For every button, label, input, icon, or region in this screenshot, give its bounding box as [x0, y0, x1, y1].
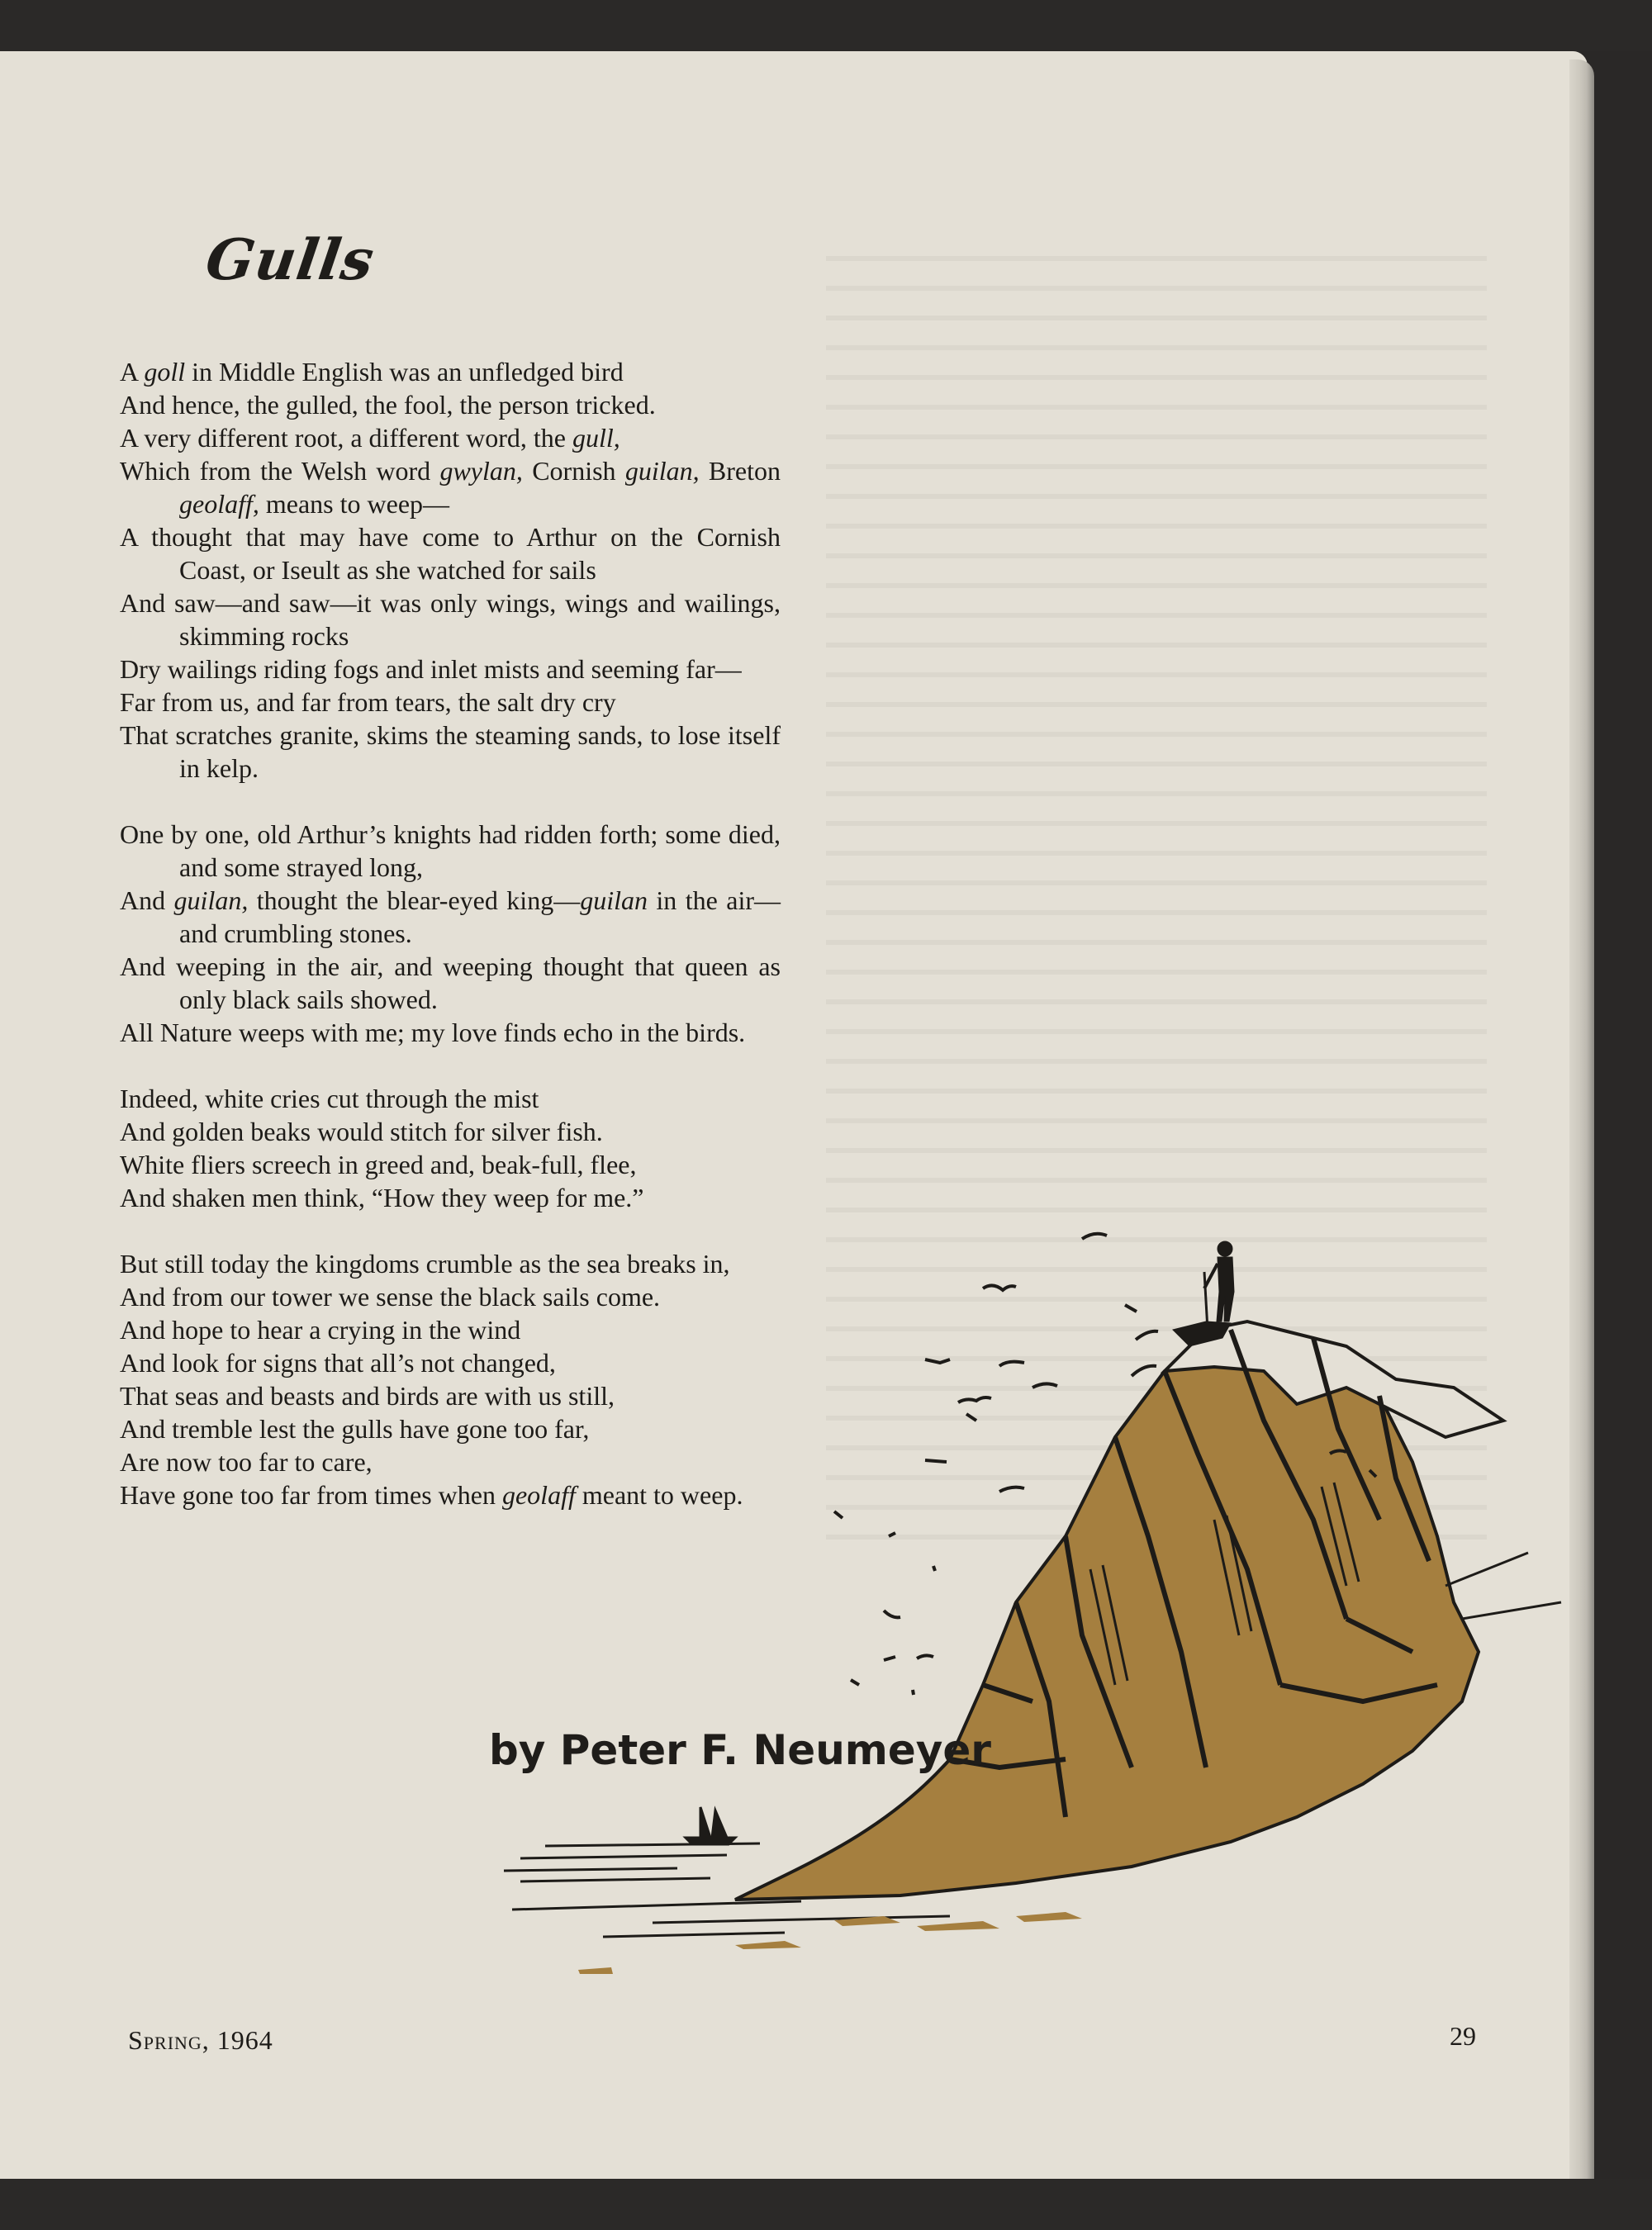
line-text: Which from the Welsh word: [120, 456, 440, 486]
cliff-gulls-illustration: [487, 1189, 1569, 2015]
line-text: A thought that may have come to Arthur on the Cornish Coast, or Iseult as she watched for sails: [120, 522, 781, 585]
line-text: in the air—and crumbling stones.: [179, 885, 781, 948]
line-text: And hence, the gulled, the fool, the person tricked.: [120, 390, 656, 420]
author-byline: by Peter F. Neumeyer: [489, 1726, 991, 1774]
italic-word: guilan,: [624, 456, 700, 486]
line-text: And tremble lest the gulls have gone too far,: [120, 1414, 590, 1444]
line-text: And hope to hear a crying in the wind: [120, 1315, 521, 1345]
line-text: Indeed, white cries cut through the mist: [120, 1084, 539, 1113]
italic-word: gwylan,: [439, 456, 523, 486]
line-text: Far from us, and far from tears, the salt dry cry: [120, 687, 616, 717]
poem-line: [120, 421, 781, 454]
line-text: And from our tower we sense the black sails come.: [120, 1282, 661, 1312]
line-text: And look for signs that all’s not changed,: [120, 1348, 556, 1378]
page-edge: [1569, 59, 1594, 2179]
poem-line: [120, 652, 781, 686]
poem-line: [120, 884, 781, 950]
line-text: A very different root, a different word, the: [120, 423, 572, 453]
poem-line: [120, 520, 781, 586]
stanza: [120, 818, 781, 1049]
standing-figure: [1173, 1241, 1234, 1346]
line-text: White fliers screech in greed and, beak-full, flee,: [120, 1150, 637, 1179]
line-text: And golden beaks would stitch for silver fish.: [120, 1117, 603, 1146]
line-text: Cornish: [522, 456, 625, 486]
poem-title: Gulls: [202, 227, 379, 293]
cliff-base: [735, 1330, 1479, 1900]
line-text: Are now too far to care,: [120, 1447, 373, 1477]
italic-word: guilan: [580, 885, 648, 915]
poem-line: [120, 1148, 781, 1181]
line-text: And weeping in the air, and weeping thought that queen as only black sails showed.: [120, 951, 781, 1014]
line-text: Have gone too far from times when: [120, 1480, 502, 1510]
italic-word: goll: [144, 357, 186, 387]
line-text: in Middle English was an unfledged bird: [185, 357, 624, 387]
line-text: All Nature weeps with me; my love finds echo in the birds.: [120, 1018, 746, 1047]
line-text: Breton: [699, 456, 781, 486]
poem-line: [120, 686, 781, 719]
issue-date: Spring, 1964: [128, 2025, 273, 2055]
poem-line: [120, 719, 781, 785]
line-text: thought the blear-eyed king—: [248, 885, 581, 915]
line-text: And: [120, 885, 174, 915]
poem-line: [120, 1115, 781, 1148]
poem-line: [120, 818, 781, 884]
italic-word: geolaff,: [179, 489, 259, 519]
ship: [686, 1807, 735, 1844]
poem-line: [120, 586, 781, 652]
line-text: means to weep—: [259, 489, 450, 519]
scan-background-top: [0, 0, 1652, 51]
italic-word: guilan,: [173, 885, 249, 915]
poem-line: [120, 1016, 781, 1049]
line-text: And shaken men think, “How they weep for me.”: [120, 1183, 644, 1212]
page-number: 29: [1450, 2021, 1476, 2051]
poem-line: [120, 1082, 781, 1115]
sand-patches: [578, 1912, 1082, 1974]
line-text: One by one, old Arthur’s knights had ridden forth; some died, and some strayed long,: [120, 819, 781, 882]
line-text: meant to weep.: [575, 1480, 743, 1510]
line-text: That seas and beasts and birds are with us still,: [120, 1381, 615, 1411]
poem-line: [120, 388, 781, 421]
line-text: That scratches granite, skims the steaming sands, to lose itself in kelp.: [120, 720, 781, 783]
scan-background-bottom: [0, 2179, 1652, 2230]
poem-line: [120, 950, 781, 1016]
stanza: [120, 355, 781, 785]
line-text: But still today the kingdoms crumble as the sea breaks in,: [120, 1249, 730, 1279]
poem-line: [120, 454, 781, 520]
line-text: Dry wailings riding fogs and inlet mists and seeming far—: [120, 654, 742, 684]
line-text: A: [120, 357, 145, 387]
italic-word: gull,: [572, 423, 620, 453]
italic-word: geolaff: [501, 1480, 576, 1510]
line-text: And saw—and saw—it was only wings, wings and wailings, skimming rocks: [120, 588, 781, 651]
poem-line: [120, 355, 781, 388]
